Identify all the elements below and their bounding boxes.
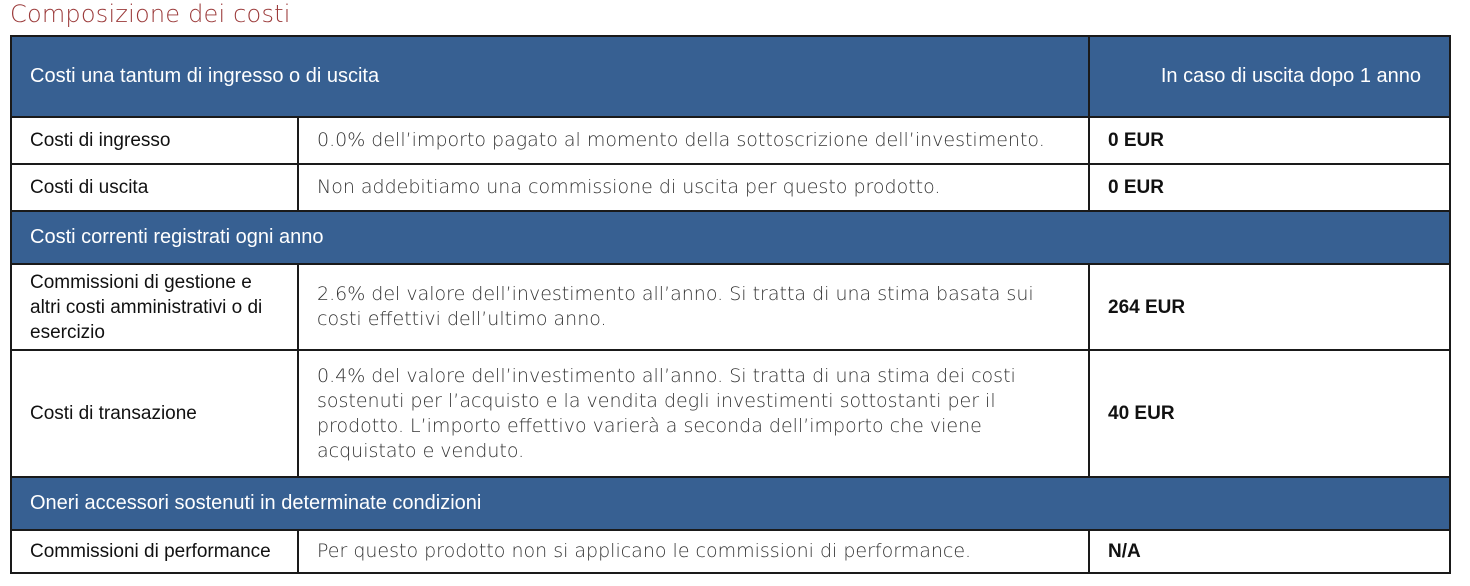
- table-row: [11, 264, 1450, 350]
- column-header-exit-after-1-year: In caso di uscita dopo 1 anno: [1089, 36, 1450, 117]
- row-label-entry-costs: Costi di ingresso: [11, 117, 298, 164]
- section-header-row: [11, 211, 1450, 264]
- row-value-performance-fees: N/A: [1089, 530, 1450, 573]
- section-header-one-off-costs: Costi una tantum di ingresso o di uscita: [11, 36, 1089, 117]
- row-description-management-fees: 2.6% del valore dell’investimento all’anno. Si tratta di una stima basata sui costi effettivi dell’ultimo anno.: [298, 264, 1089, 350]
- table-row: [11, 530, 1450, 573]
- section-header-recurring-costs: Costi correnti registrati ogni anno: [11, 211, 1450, 264]
- table-row: [11, 117, 1450, 164]
- row-value-transaction-costs: 40 EUR: [1089, 350, 1450, 477]
- row-value-exit-costs: 0 EUR: [1089, 164, 1450, 211]
- row-value-management-fees: 264 EUR: [1089, 264, 1450, 350]
- table-row: [11, 164, 1450, 211]
- row-description-entry-costs: 0.0% dell’importo pagato al momento della sottoscrizione dell’investimento.: [298, 117, 1089, 164]
- table-row: [11, 350, 1450, 477]
- cost-composition-table: [10, 35, 1451, 574]
- section-header-row: [11, 477, 1450, 530]
- table-header-row: [11, 36, 1450, 117]
- row-label-exit-costs: Costi di uscita: [11, 164, 298, 211]
- row-description-performance-fees: Per questo prodotto non si applicano le commissioni di performance.: [298, 530, 1089, 573]
- page-title: Composizione dei costi: [10, 0, 291, 28]
- row-description-transaction-costs: 0.4% del valore dell’investimento all’anno. Si tratta di una stima dei costi sostenuti per l’acquisto e la vendita degli investimenti sottostanti per il prodotto. L’importo effettivo varierà a seconda dell’importo che viene acquistato e venduto.: [298, 350, 1089, 477]
- row-label-management-fees: Commissioni di gestione e altri costi amministrativi o di esercizio: [11, 264, 298, 350]
- row-label-performance-fees: Commissioni di performance: [11, 530, 298, 573]
- row-label-transaction-costs: Costi di transazione: [11, 350, 298, 477]
- section-header-incidental-costs: Oneri accessori sostenuti in determinate condizioni: [11, 477, 1450, 530]
- row-description-exit-costs: Non addebitiamo una commissione di uscita per questo prodotto.: [298, 164, 1089, 211]
- row-value-entry-costs: 0 EUR: [1089, 117, 1450, 164]
